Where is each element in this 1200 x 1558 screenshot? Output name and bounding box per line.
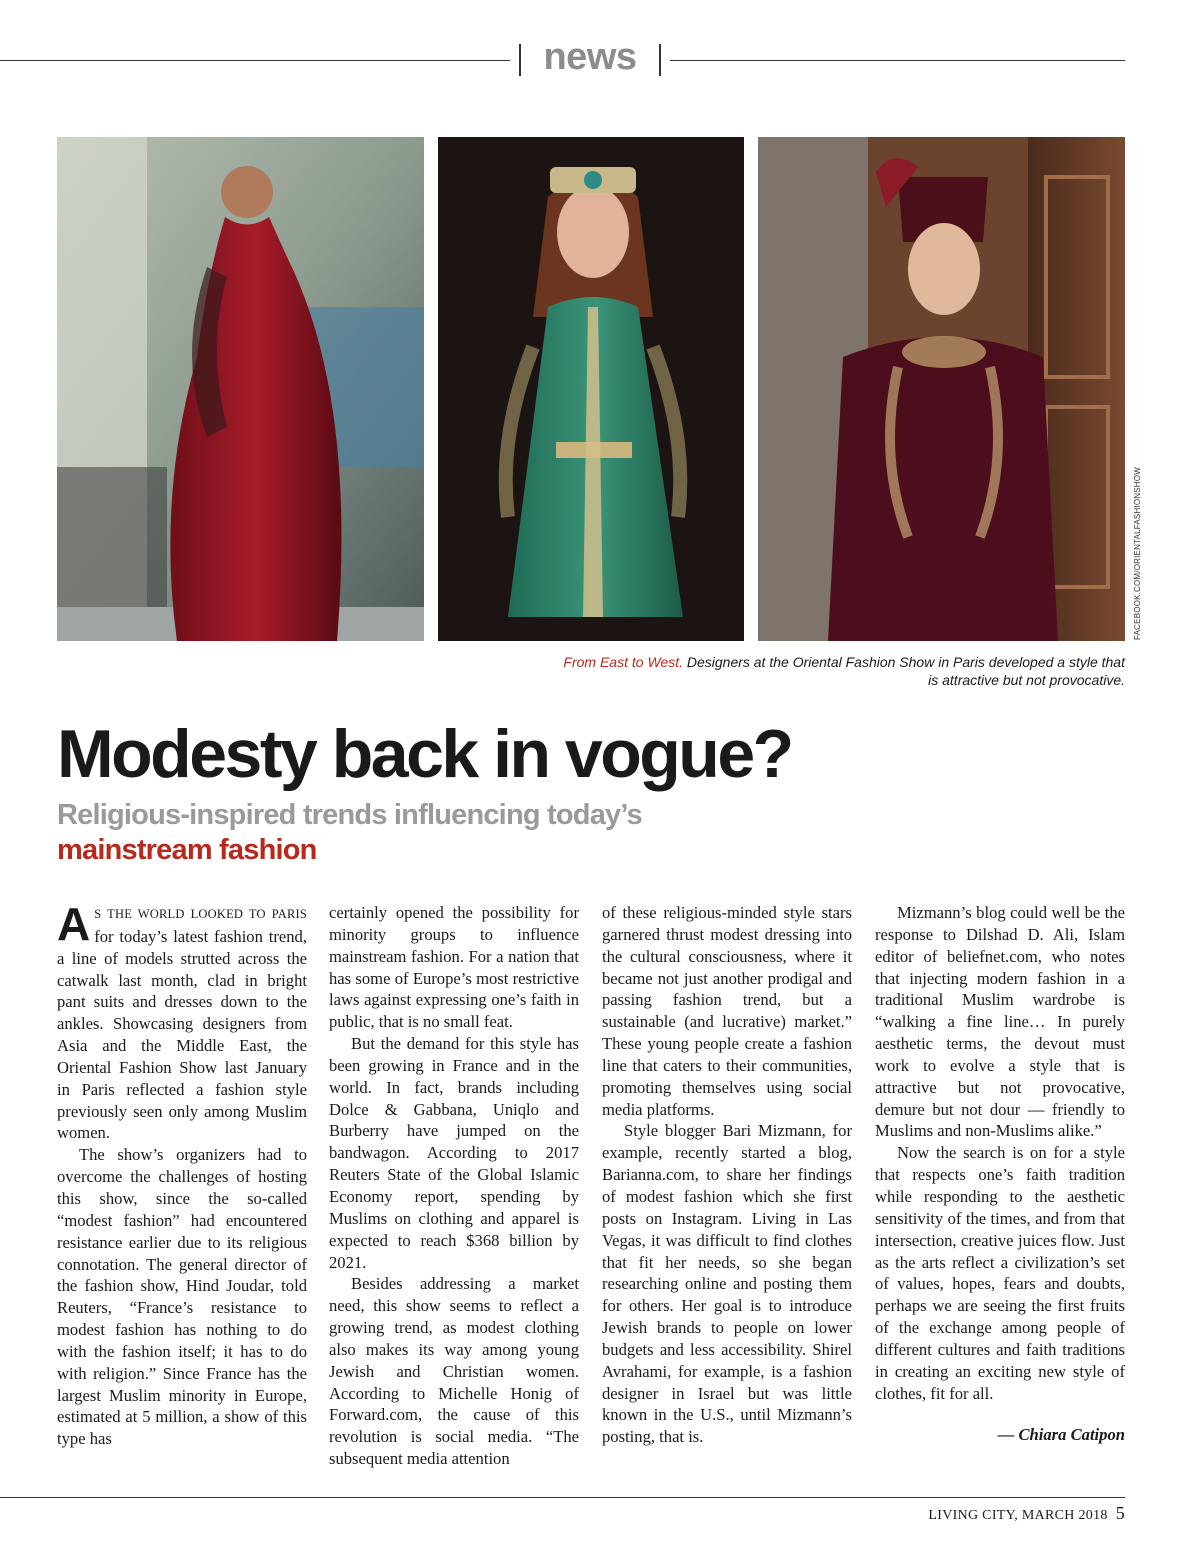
article-column-3 (602, 902, 852, 1448)
body-paragraph: certainly opened the possibility for minority groups to influence mainstream fashion. For a nation that has some of Europe’s most restrictive laws against expressing one’s faith in public, that is no small feat. (329, 903, 579, 1032)
body-paragraph: The show’s organizers had to overcome the challenges of hosting this show, since the so-called “modest fashion” had encountered resistance earlier due to its religious connotation. The general director of the fashion show, Hind Joudar, told Reuters, “France’s resistance to modest fashion has nothing to do with the fashion itself; it has to do with religion.” Since France has the largest Muslim minority in Europe, estimated at 5 million, a show of this type has (57, 1145, 307, 1449)
deck-highlight: mainstream fashion (57, 834, 317, 866)
body-paragraph: Besides addressing a market need, this show seems to reflect a growing trend, as modest clothing also makes its way among young Jewish and Christian women. According to Michelle Honig of Forward.com, the cause of this revolution is social media. “The subsequent media attention (329, 1274, 579, 1469)
body-paragraph (57, 898, 307, 1144)
article-column-2 (329, 902, 579, 1470)
publication-name: LIVING CITY, MARCH 2018 (928, 1508, 1108, 1523)
body-paragraph: Now the search is on for a style that respects one’s faith tradition while responding to the aesthetic sensitivity of the times, and from that intersection, creative juices flow. Just as the arts reflect a civilization’s set of values, hopes, fears and doubts, perhaps we are seeing the first fruits of the exchange among people of different cultures and faith traditions in creating an exciting new style of clothes, fit for all. (875, 1143, 1125, 1403)
body-paragraph: Mizmann’s blog could well be the response to Dilshad D. Ali, Islam editor of beliefnet.com, who notes that injecting modern fashion in a traditional Muslim wardrobe is “walking a fine line… In purely aesthetic terms, the devout must work to evolve a style that is attractive but not provocative, demure but not dour — friendly to Muslims and non-Muslims alike.” (875, 903, 1125, 1141)
page-number: 5 (1115, 1503, 1125, 1523)
lead-paragraph-text: for today’s latest fashion trend, a line of models strutted across the catwalk last month, clad in bright pant suits and dresses down to the ankles. Showcasing designers from Asia and the Middle East, the Oriental Fashion Show last January in Paris reflected a fashion style previously seen only among Muslim women. (57, 926, 307, 1143)
photo-velvet-jacket (758, 137, 1125, 641)
caption-text: Designers at the Oriental Fashion Show in Paris developed a style that is attractive but not provocative. (682, 654, 1125, 688)
page-footer (928, 1503, 1125, 1524)
body-paragraph: Style blogger Bari Mizmann, for example, recently started a blog, Barianna.com, to share her findings of modest fashion which she first posts on Instagram. Living in Las Vegas, it was difficult to find clothes that fit her needs, so she began researching online and posting them for others. Her goal is to introduce Jewish brands to people on lower budgets and less accessibility. Shirel Avrahami, for example, is a fashion designer in Israel but was little known in the U.S., until Mizmann’s posting, that is. (602, 1121, 852, 1447)
article-column-4 (875, 902, 1125, 1446)
photo-credit: FACEBOOK.COM/ORIENTALFASHIONSHOW (1133, 467, 1142, 640)
header-tick-left (519, 44, 521, 76)
lead-in-smallcaps: S THE WORLD LOOKED TO PARIS (94, 907, 307, 921)
deck (57, 798, 697, 868)
photo-green-kaftan (438, 137, 744, 641)
section-label: news (543, 36, 637, 78)
drop-cap: A (57, 898, 91, 950)
author-byline: — Chiara Catipon (997, 1425, 1125, 1445)
deck-text: Religious-inspired trends influencing today’s (57, 799, 642, 831)
header-tick-right (659, 44, 661, 76)
photo-caption (560, 653, 1125, 689)
caption-lead: From East to West. (563, 654, 683, 670)
footer-rule (0, 1497, 1125, 1498)
body-paragraph: But the demand for this style has been growing in France and in the world. In fact, brands including Dolce & Gabbana, Uniqlo and Burberry have jumped on the bandwagon. According to 2017 Reuters State of the Global Islamic Economy report, spending by Muslims on clothing and apparel is expected to reach $368 billion by 2021. (329, 1034, 579, 1272)
headline: Modesty back in vogue? (57, 716, 792, 792)
body-paragraph: of these religious-minded style stars garnered thrust modest dressing into the cultural consciousness, where it became not just another prodigal and passing fashion trend, but a sustainable (and lucrative) market.” These young people create a fashion line that caters to their communities, promoting themselves using social media platforms. (602, 903, 852, 1119)
article-column-1 (57, 898, 307, 1450)
header-rule-right (670, 60, 1125, 61)
photo-red-gown (57, 137, 424, 641)
header-rule-left (0, 60, 510, 61)
